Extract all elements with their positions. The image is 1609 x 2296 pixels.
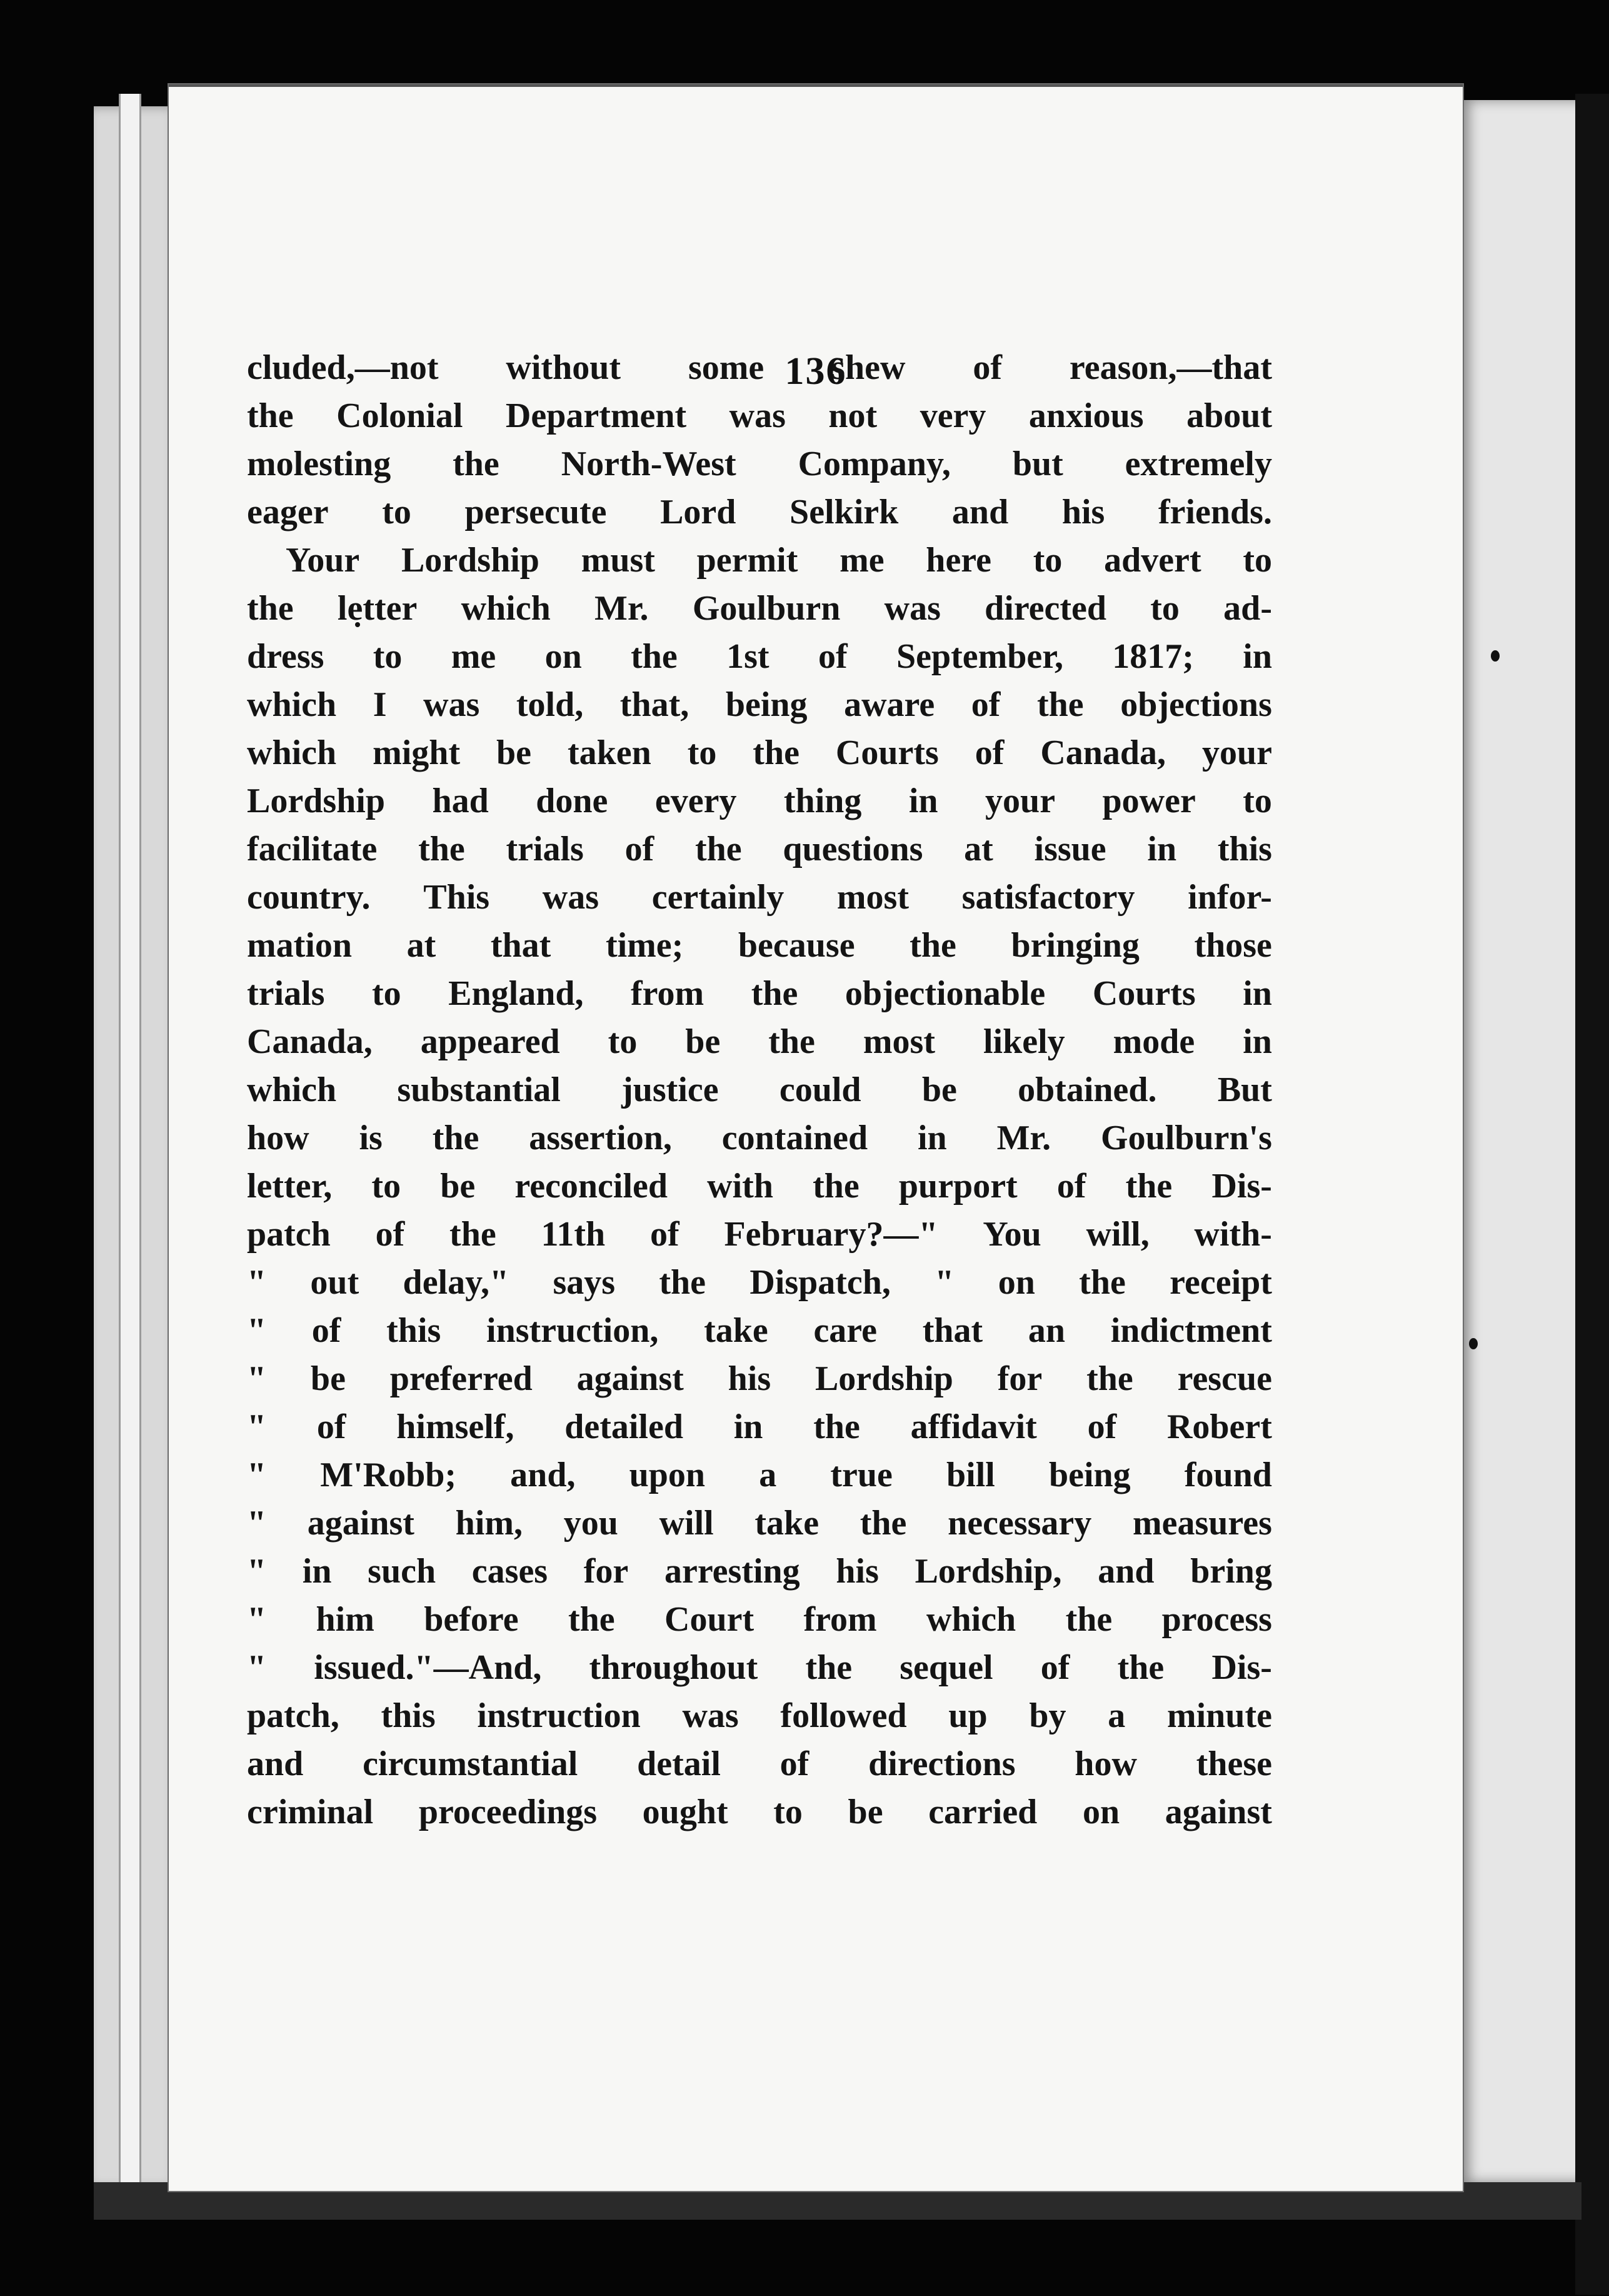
text-line: " of himself, detailed in the affidavit of Robert [247, 1407, 1272, 1446]
text-line: " issued."—And, throughout the sequel of the Dis- [247, 1648, 1272, 1687]
text-line: Lordship had done every thing in your power to [247, 782, 1272, 820]
text-line: the Colonial Department was not very anxious about [247, 396, 1272, 435]
text-line: which I was told, that, being aware of the objections [247, 685, 1272, 724]
text-line: criminal proceedings ought to be carried on against [247, 1793, 1272, 1831]
text-line: patch of the 11th of February?—" You will, with- [247, 1215, 1272, 1254]
page-edge-left [119, 94, 141, 2188]
text-line: " be preferred against his Lordship for the rescue [247, 1359, 1272, 1398]
text-line: " out delay," says the Dispatch, " on the receipt [247, 1263, 1272, 1302]
text-line: Canada, appeared to be the most likely mode in [247, 1022, 1272, 1061]
text-line: Your Lordship must permit me here to advert to [286, 541, 1272, 580]
text-line: letter, to be reconciled with the purport of the Dis- [247, 1167, 1272, 1206]
text-line: dress to me on the 1st of September, 1817; in [247, 637, 1272, 676]
text-line: how is the assertion, contained in Mr. Goulburn's [247, 1119, 1272, 1157]
text-line: facilitate the trials of the questions at issue in this [247, 830, 1272, 869]
text-line: " against him, you will take the necessary measures [247, 1504, 1272, 1543]
text-line: " in such cases for arresting his Lordship, and bring [247, 1552, 1272, 1591]
margin-mark [1469, 1338, 1478, 1349]
text-line: and circumstantial detail of directions how these [247, 1745, 1272, 1783]
text-line: country. This was certainly most satisfactory infor- [247, 878, 1272, 917]
text-line: which might be taken to the Courts of Canada, your [247, 733, 1272, 772]
text-line: mation at that time; because the bringing those [247, 926, 1272, 965]
text-line: cluded,—not without some shew of reason,—that [247, 348, 1272, 387]
text-line: the letter which Mr. Goulburn was directed to ad- [247, 589, 1272, 628]
page-stack-right [1456, 100, 1593, 2182]
text-line: patch, this instruction was followed up by a minute [247, 1696, 1272, 1735]
text-line: " M'Robb; and, upon a true bill being found [247, 1456, 1272, 1494]
text-line: which substantial justice could be obtained. But [247, 1070, 1272, 1109]
text-line: " him before the Court from which the process [247, 1600, 1272, 1639]
page-number: 136 [784, 350, 847, 393]
margin-mark [1491, 650, 1500, 662]
binding-shadow [1575, 94, 1609, 2295]
text-line: eager to persecute Lord Selkirk and his friends. [247, 493, 1272, 531]
text-line: " of this instruction, take care that an indictment [247, 1311, 1272, 1350]
text-line: molesting the North-West Company, but extremely [247, 445, 1272, 483]
text-line: trials to England, from the objectionable Courts in [247, 974, 1272, 1013]
body-text [247, 344, 1272, 1836]
